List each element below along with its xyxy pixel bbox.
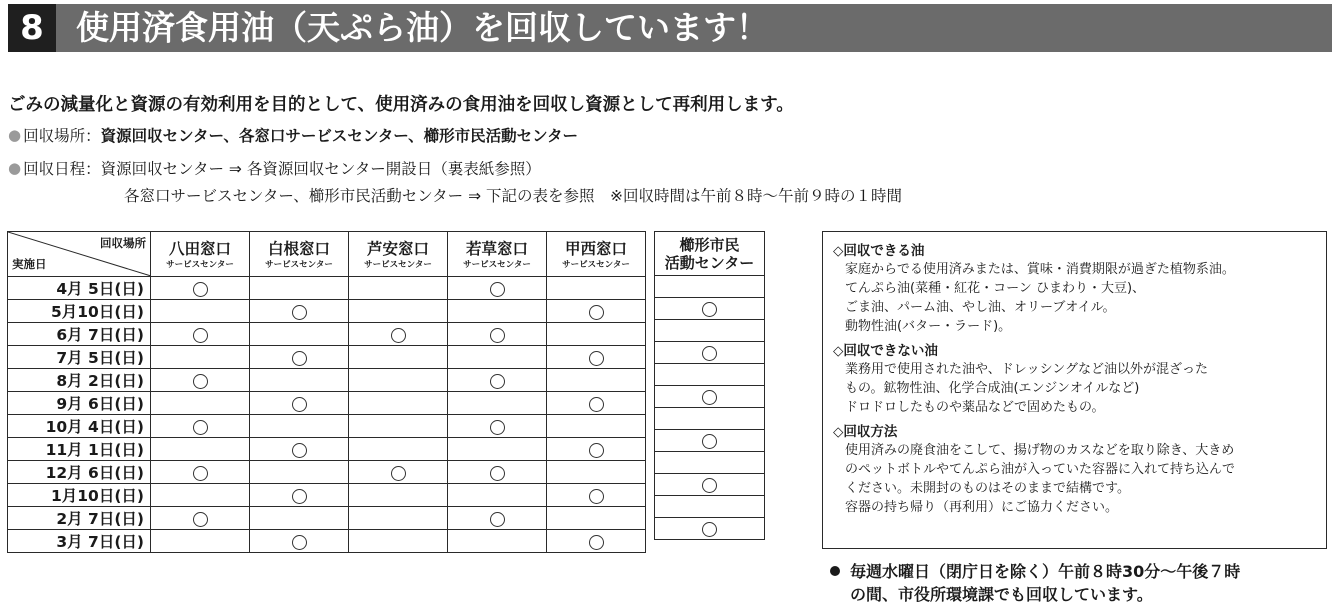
schedule-cell bbox=[151, 507, 250, 530]
circle-mark-icon bbox=[490, 466, 505, 481]
schedule-cell bbox=[349, 369, 448, 392]
schedule-cell bbox=[151, 277, 250, 300]
city-hall-note-line2: の間、市役所環境課でも回収しています。 bbox=[850, 585, 1153, 604]
schedule-cell bbox=[151, 530, 250, 553]
intro-text: ごみの減量化と資源の有効利用を目的として、使用済みの食用油を回収し資源として再利用します。 bbox=[8, 95, 794, 115]
date-cell: 7月 5日(日) bbox=[8, 346, 151, 369]
city-hall-note bbox=[830, 560, 1240, 606]
circle-mark-icon bbox=[292, 535, 307, 550]
circle-mark-icon bbox=[702, 346, 717, 361]
date-cell: 2月 7日(日) bbox=[8, 507, 151, 530]
schedule-cell bbox=[151, 484, 250, 507]
schedule-cell bbox=[448, 530, 547, 553]
section-number-badge: 8 bbox=[8, 4, 56, 52]
acceptable-oil-heading: ◇回収できる油 bbox=[833, 243, 925, 259]
schedule-cell bbox=[655, 430, 765, 452]
table-row bbox=[8, 507, 646, 530]
circle-mark-icon bbox=[490, 328, 505, 343]
schedule-cell bbox=[151, 346, 250, 369]
unacceptable-oil-line: 業務用で使用された油や、ドレッシングなど油以外が混ざった bbox=[845, 362, 1209, 377]
schedule-cell bbox=[349, 392, 448, 415]
collection-place-label: 回収場所： bbox=[23, 127, 101, 145]
circle-mark-icon bbox=[292, 489, 307, 504]
date-cell: 10月 4日(日) bbox=[8, 415, 151, 438]
circle-mark-icon bbox=[490, 374, 505, 389]
date-cell: 11月 1日(日) bbox=[8, 438, 151, 461]
schedule-cell bbox=[250, 530, 349, 553]
schedule-cell bbox=[655, 474, 765, 496]
schedule-cell bbox=[349, 323, 448, 346]
kushigata-schedule-table bbox=[654, 231, 765, 540]
schedule-cell bbox=[250, 484, 349, 507]
date-cell: 6月 7日(日) bbox=[8, 323, 151, 346]
schedule-cell bbox=[448, 346, 547, 369]
acceptable-oil-line: 家庭からでる使用済みまたは、賞味・消費期限が過ぎた植物系油。 bbox=[845, 262, 1235, 277]
schedule-cell bbox=[349, 530, 448, 553]
window-sub: サービスセンター bbox=[364, 260, 432, 270]
schedule-cell bbox=[349, 277, 448, 300]
collection-method-line: のペットボトルやてんぷら油が入っていた容器に入れて持ち込んで bbox=[845, 462, 1236, 477]
schedule-cell bbox=[655, 342, 765, 364]
schedule-cell bbox=[547, 277, 646, 300]
circle-mark-icon bbox=[702, 522, 717, 537]
collection-schedule-line2: 各窓口サービスセンター、櫛形市民活動センター ⇒ 下記の表を参照 ※回収時間は午前８時～午前９時の１時間 bbox=[124, 187, 902, 205]
schedule-cell bbox=[448, 484, 547, 507]
table-row bbox=[8, 277, 646, 300]
schedule-cell bbox=[151, 461, 250, 484]
acceptable-oil-line: ごま油、パーム油、やし油、オリーブオイル。 bbox=[845, 300, 1116, 315]
black-bullet-icon bbox=[830, 566, 840, 576]
column-header-kushigata bbox=[655, 232, 765, 276]
column-header-shirane bbox=[250, 232, 349, 277]
collection-place-value: 資源回収センター、各窓口サービスセンター、櫛形市民活動センター bbox=[100, 127, 579, 145]
circle-mark-icon bbox=[193, 282, 208, 297]
collection-method-line: 使用済みの廃食油をこして、揚げ物のカスなどを取り除き、大きめ bbox=[845, 443, 1235, 458]
page-title: 使用済食用油（天ぷら油）を回収しています！ bbox=[76, 8, 769, 47]
gray-dot-icon: ● bbox=[8, 159, 22, 177]
collection-method-heading: ◇回収方法 bbox=[833, 424, 898, 440]
side-header-line2: 活動センター bbox=[664, 253, 755, 272]
schedule-cell bbox=[448, 392, 547, 415]
schedule-cell bbox=[250, 507, 349, 530]
date-cell: 9月 6日(日) bbox=[8, 392, 151, 415]
circle-mark-icon bbox=[391, 466, 406, 481]
schedule-cell bbox=[655, 364, 765, 386]
schedule-cell bbox=[448, 323, 547, 346]
table-row bbox=[655, 386, 765, 408]
collection-schedule-line bbox=[8, 157, 541, 179]
schedule-cell bbox=[250, 438, 349, 461]
schedule-cell bbox=[448, 438, 547, 461]
table-row bbox=[8, 392, 646, 415]
schedule-cell bbox=[547, 415, 646, 438]
window-name: 芦安窓口 bbox=[366, 240, 429, 258]
collection-schedule-line1: 資源回収センター ⇒ 各資源回収センター開設日（裏表紙参照） bbox=[100, 160, 541, 178]
schedule-cell bbox=[250, 415, 349, 438]
unacceptable-oil-heading: ◇回収できない油 bbox=[833, 343, 938, 359]
schedule-cell bbox=[250, 392, 349, 415]
unacceptable-oil-line: もの。鉱物性油、化学合成油(エンジンオイルなど) bbox=[845, 381, 1140, 396]
circle-mark-icon bbox=[490, 512, 505, 527]
schedule-cell bbox=[448, 415, 547, 438]
schedule-cell bbox=[151, 300, 250, 323]
collection-method-line: 容器の持ち帰り（再利用）にご協力ください。 bbox=[845, 500, 1119, 515]
window-sub: サービスセンター bbox=[463, 260, 531, 270]
schedule-cell bbox=[655, 452, 765, 474]
acceptable-oil-line: 動物性油(バター・ラード)。 bbox=[845, 319, 1012, 334]
schedule-cell bbox=[655, 320, 765, 342]
schedule-cell bbox=[151, 392, 250, 415]
schedule-cell bbox=[349, 300, 448, 323]
schedule-cell bbox=[655, 276, 765, 298]
schedule-cell bbox=[655, 518, 765, 540]
window-sub: サービスセンター bbox=[166, 260, 234, 270]
schedule-cell bbox=[250, 277, 349, 300]
circle-mark-icon bbox=[490, 282, 505, 297]
date-cell: 3月 7日(日) bbox=[8, 530, 151, 553]
schedule-cell bbox=[250, 346, 349, 369]
column-header-ashiyasu bbox=[349, 232, 448, 277]
table-row bbox=[8, 415, 646, 438]
table-row bbox=[655, 430, 765, 452]
unacceptable-oil-body bbox=[833, 360, 1316, 417]
schedule-cell bbox=[547, 438, 646, 461]
window-sub: サービスセンター bbox=[265, 260, 333, 270]
schedule-cell bbox=[250, 323, 349, 346]
table-row bbox=[655, 474, 765, 496]
table-row bbox=[8, 530, 646, 553]
schedule-cell bbox=[655, 408, 765, 430]
circle-mark-icon bbox=[589, 535, 604, 550]
circle-mark-icon bbox=[292, 351, 307, 366]
table-row bbox=[655, 364, 765, 386]
column-header-wakakusa bbox=[448, 232, 547, 277]
schedule-table bbox=[7, 231, 646, 553]
schedule-cell bbox=[547, 369, 646, 392]
window-name: 甲西窓口 bbox=[564, 240, 627, 258]
schedule-cell bbox=[547, 507, 646, 530]
date-cell: 8月 2日(日) bbox=[8, 369, 151, 392]
schedule-cell bbox=[250, 369, 349, 392]
table-row bbox=[8, 461, 646, 484]
schedule-cell bbox=[151, 415, 250, 438]
table-row bbox=[8, 484, 646, 507]
schedule-cell bbox=[448, 507, 547, 530]
schedule-cell bbox=[349, 438, 448, 461]
circle-mark-icon bbox=[589, 351, 604, 366]
table-row bbox=[8, 346, 646, 369]
schedule-cell bbox=[547, 346, 646, 369]
circle-mark-icon bbox=[292, 305, 307, 320]
table-corner-header bbox=[8, 232, 151, 277]
circle-mark-icon bbox=[702, 434, 717, 449]
table-row bbox=[655, 518, 765, 540]
table-row bbox=[655, 320, 765, 342]
window-name: 白根窓口 bbox=[267, 240, 330, 258]
schedule-cell bbox=[151, 369, 250, 392]
schedule-cell bbox=[448, 461, 547, 484]
column-header-kosai bbox=[547, 232, 646, 277]
schedule-cell bbox=[547, 530, 646, 553]
schedule-cell bbox=[547, 323, 646, 346]
circle-mark-icon bbox=[702, 390, 717, 405]
corner-location-label: 回収場所 bbox=[100, 236, 146, 250]
circle-mark-icon bbox=[702, 302, 717, 317]
schedule-cell bbox=[250, 300, 349, 323]
collection-method-body bbox=[833, 441, 1316, 517]
schedule-cell bbox=[151, 438, 250, 461]
circle-mark-icon bbox=[193, 374, 208, 389]
schedule-cell bbox=[349, 415, 448, 438]
schedule-cell bbox=[151, 323, 250, 346]
side-header-line1: 櫛形市民 bbox=[679, 235, 740, 254]
circle-mark-icon bbox=[292, 397, 307, 412]
schedule-cell bbox=[547, 484, 646, 507]
schedule-cell bbox=[655, 496, 765, 518]
circle-mark-icon bbox=[391, 328, 406, 343]
circle-mark-icon bbox=[589, 397, 604, 412]
circle-mark-icon bbox=[292, 443, 307, 458]
unacceptable-oil-line: ドロドロしたものや薬品などで固めたもの。 bbox=[845, 400, 1105, 415]
schedule-cell bbox=[349, 484, 448, 507]
circle-mark-icon bbox=[193, 420, 208, 435]
circle-mark-icon bbox=[193, 466, 208, 481]
table-row bbox=[655, 298, 765, 320]
schedule-cell bbox=[655, 386, 765, 408]
circle-mark-icon bbox=[589, 443, 604, 458]
window-name: 八田窓口 bbox=[168, 240, 231, 258]
circle-mark-icon bbox=[193, 512, 208, 527]
table-row bbox=[8, 300, 646, 323]
circle-mark-icon bbox=[193, 328, 208, 343]
collection-method-line: ください。未開封のものはそのままで結構です。 bbox=[845, 481, 1130, 496]
acceptable-oil-body bbox=[833, 260, 1316, 336]
window-name: 若草窓口 bbox=[465, 240, 528, 258]
schedule-cell bbox=[547, 461, 646, 484]
schedule-cell bbox=[547, 300, 646, 323]
table-row bbox=[655, 276, 765, 298]
collection-place-line bbox=[8, 124, 578, 146]
window-sub: サービスセンター bbox=[562, 260, 630, 270]
table-row bbox=[8, 323, 646, 346]
oil-info-box bbox=[822, 231, 1327, 549]
circle-mark-icon bbox=[589, 489, 604, 504]
city-hall-note-line1: 毎週水曜日（閉庁日を除く）午前８時30分～午後７時 bbox=[850, 562, 1241, 581]
date-cell: 5月10日(日) bbox=[8, 300, 151, 323]
date-cell: 12月 6日(日) bbox=[8, 461, 151, 484]
schedule-cell bbox=[349, 346, 448, 369]
schedule-cell bbox=[250, 461, 349, 484]
collection-schedule-label: 回収日程： bbox=[23, 160, 101, 178]
acceptable-oil-line: てんぷら油(菜種・紅花・コーン ひまわり・大豆)、 bbox=[845, 281, 1146, 296]
table-row bbox=[655, 452, 765, 474]
circle-mark-icon bbox=[702, 478, 717, 493]
table-row bbox=[655, 496, 765, 518]
circle-mark-icon bbox=[589, 305, 604, 320]
schedule-cell bbox=[349, 507, 448, 530]
corner-date-label: 実施日 bbox=[12, 257, 47, 271]
schedule-cell bbox=[547, 392, 646, 415]
table-row bbox=[8, 438, 646, 461]
circle-mark-icon bbox=[490, 420, 505, 435]
table-row bbox=[655, 342, 765, 364]
schedule-cell bbox=[448, 369, 547, 392]
column-header-hatta bbox=[151, 232, 250, 277]
schedule-cell bbox=[448, 277, 547, 300]
schedule-cell bbox=[655, 298, 765, 320]
table-row bbox=[8, 369, 646, 392]
schedule-cell bbox=[448, 300, 547, 323]
table-row bbox=[655, 408, 765, 430]
schedule-cell bbox=[349, 461, 448, 484]
date-cell: 1月10日(日) bbox=[8, 484, 151, 507]
gray-dot-icon: ● bbox=[8, 126, 22, 144]
date-cell: 4月 5日(日) bbox=[8, 277, 151, 300]
